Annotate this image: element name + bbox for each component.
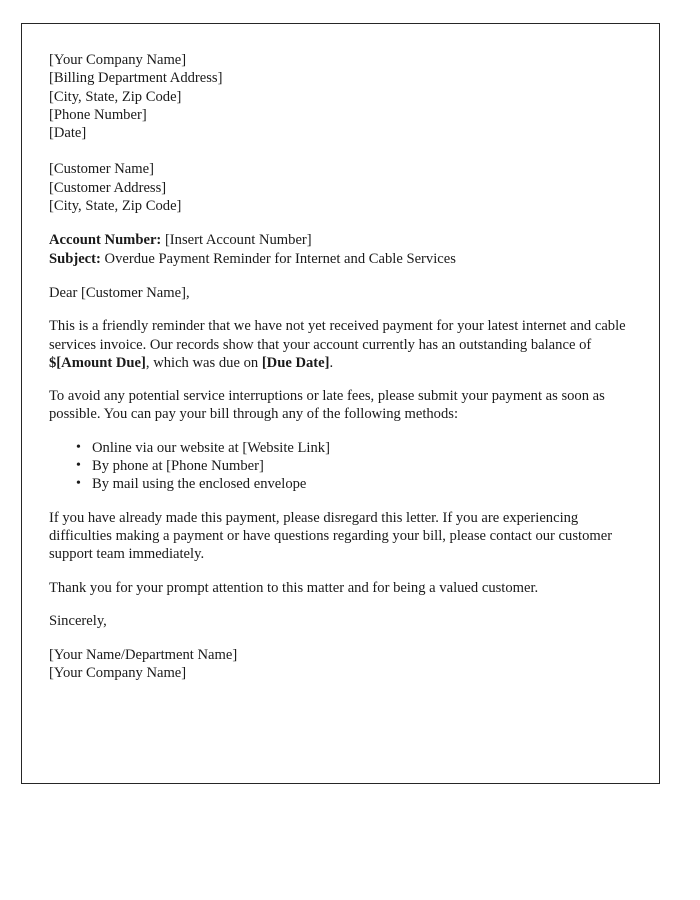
recipient-address-line: [Customer Name] [49, 161, 154, 178]
spacer [49, 142, 631, 160]
spacer [49, 215, 631, 231]
subject-label: Subject: [49, 250, 101, 267]
spacer [49, 268, 631, 284]
list-item: • By phone at [Phone Number] [92, 457, 631, 475]
paragraph-text: This is a friendly reminder that we have not yet received payment for your latest internet and cable services invoice. Our records show that your account currently has an outstanding balance of [49, 318, 626, 353]
signature-line: [Your Name/Department Name] [49, 647, 238, 664]
recipient-address-block [49, 160, 631, 215]
letter-meta-block [49, 231, 631, 268]
spacer [49, 302, 631, 317]
sender-address-line: [Phone Number] [49, 106, 147, 123]
sender-address-line: [Your Company Name] [49, 52, 187, 68]
paragraph-disregard-notice: If you have already made this payment, please disregard this letter. If you are experiencing difficulties making a payment or have questions regarding your bill, please contact our customer support team immediately. [49, 509, 613, 563]
paragraph-balance-notice [49, 317, 631, 372]
closing-salutation: Sincerely, [49, 612, 107, 629]
paragraph-thank-you: Thank you for your prompt attention to this matter and for being a valued customer. [49, 579, 539, 596]
spacer [49, 564, 631, 579]
list-item: • By mail using the enclosed envelope [92, 475, 631, 493]
amount-due-placeholder: $[Amount Due] [49, 354, 146, 371]
recipient-address-line: [City, State, Zip Code] [49, 198, 182, 215]
sender-address-line: [Date] [49, 125, 87, 142]
paragraph-text: . [329, 354, 334, 371]
spacer [49, 494, 631, 509]
spacer [49, 424, 631, 439]
spacer [49, 630, 631, 646]
account-number-line [49, 231, 631, 249]
list-item: • Online via our website at [Website Link] [92, 439, 631, 457]
paragraph-text: , which was due on [145, 354, 262, 371]
account-number-value: [Insert Account Number] [164, 232, 312, 249]
subject-value: Overdue Payment Reminder for Internet and Cable Services [104, 250, 456, 267]
recipient-address-line: [Customer Address] [49, 179, 167, 196]
spacer [49, 597, 631, 612]
signature-block [49, 646, 631, 683]
account-number-label: Account Number: [49, 232, 162, 249]
sender-address-block [49, 51, 631, 142]
payment-methods-list [49, 439, 631, 494]
paragraph-payment-instructions: To avoid any potential service interruptions or late fees, please submit your payment as soon as possible. You can pay your bill through any of the following methods: [49, 388, 605, 423]
subject-line [49, 250, 631, 268]
letter-body [22, 24, 659, 683]
sender-address-line: [Billing Department Address] [49, 70, 223, 87]
spacer [49, 372, 631, 387]
signature-line: [Your Company Name] [49, 665, 187, 682]
salutation: Dear [Customer Name], [49, 284, 190, 301]
letter-page [21, 23, 660, 784]
sender-address-line: [City, State, Zip Code] [49, 88, 182, 105]
due-date-placeholder: [Due Date] [261, 354, 330, 371]
